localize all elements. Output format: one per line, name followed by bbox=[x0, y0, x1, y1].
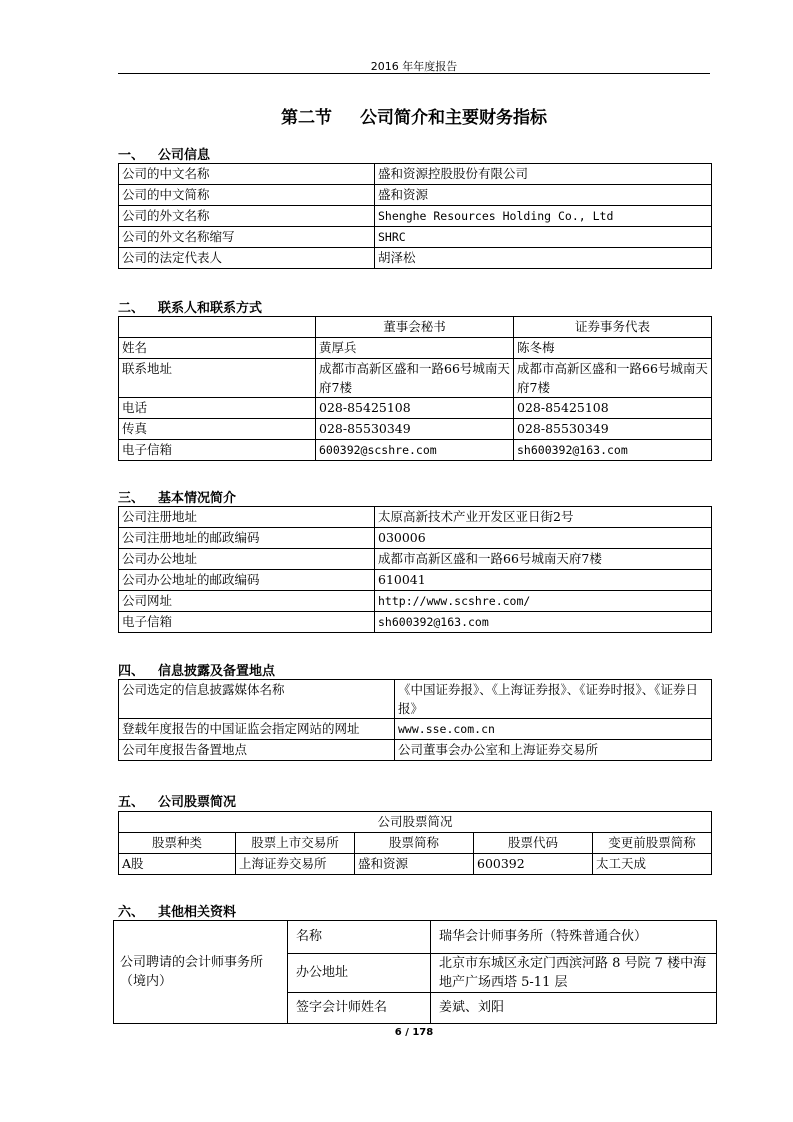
table-header-row bbox=[119, 317, 712, 338]
header-cell: 股票代码 bbox=[474, 833, 593, 854]
field-label: 公司的中文简称 bbox=[119, 185, 375, 206]
accounting-firm-group-label: 公司聘请的会计师事务所（境内） bbox=[114, 921, 288, 1024]
page-number: 6 / 178 bbox=[394, 1027, 434, 1038]
previous-short-name-cell: 太工天成 bbox=[593, 854, 712, 875]
stock-table-caption: 公司股票简况 bbox=[119, 812, 712, 833]
section-heading-company-info bbox=[118, 144, 210, 163]
section-heading-other bbox=[118, 901, 236, 920]
section-title: 信息披露及备置地点 bbox=[158, 664, 276, 679]
field-label: 公司的中文名称 bbox=[119, 164, 375, 185]
other-info-table bbox=[113, 920, 717, 1024]
table-row bbox=[119, 164, 712, 185]
field-value: 030006 bbox=[375, 528, 712, 549]
table-row bbox=[119, 338, 712, 359]
section-number: 四、 bbox=[118, 664, 145, 679]
field-label: 公司注册地址的邮政编码 bbox=[119, 528, 375, 549]
field-label: 姓名 bbox=[119, 338, 316, 359]
table-row bbox=[119, 549, 712, 570]
website-value: http://www.scshre.com/ bbox=[375, 591, 712, 612]
table-row bbox=[119, 570, 712, 591]
section-number: 一、 bbox=[118, 148, 145, 163]
section-heading-disclosure bbox=[118, 660, 275, 679]
header-cell: 证券事务代表 bbox=[514, 317, 712, 338]
section-title: 公司股票简况 bbox=[158, 795, 237, 810]
header-cell-empty bbox=[119, 317, 316, 338]
table-row bbox=[114, 921, 717, 954]
table-row bbox=[119, 680, 712, 719]
section-number: 二、 bbox=[118, 301, 145, 316]
secretary-value: 600392@scshre.com bbox=[316, 440, 514, 461]
report-header: 2016 年年度报告 bbox=[370, 60, 458, 73]
basic-info-table bbox=[118, 506, 712, 633]
header-rule bbox=[118, 73, 710, 74]
field-value: 610041 bbox=[375, 570, 712, 591]
field-value: 《中国证券报》、《上海证券报》、《证券时报》、《证券日报》 bbox=[395, 680, 712, 719]
field-value: 成都市高新区盛和一路66号城南天府7楼 bbox=[375, 549, 712, 570]
company-info-table bbox=[118, 163, 712, 269]
rep-value: 陈冬梅 bbox=[514, 338, 712, 359]
section-heading-basic-info bbox=[118, 487, 236, 506]
field-label: 公司注册地址 bbox=[119, 507, 375, 528]
section-heading-contacts bbox=[118, 297, 262, 316]
table-row bbox=[119, 359, 712, 398]
table-row bbox=[119, 507, 712, 528]
section-title: 联系人和联系方式 bbox=[158, 301, 263, 316]
table-row bbox=[119, 591, 712, 612]
field-value: 太原高新技术产业开发区亚日街2号 bbox=[375, 507, 712, 528]
section-title: 公司信息 bbox=[158, 148, 211, 163]
table-row bbox=[119, 854, 712, 875]
field-label: 联系地址 bbox=[119, 359, 316, 398]
field-label: 公司年度报告备置地点 bbox=[119, 740, 395, 761]
field-value: 瑞华会计师事务所（特殊普通合伙） bbox=[431, 921, 717, 954]
field-label: 办公地址 bbox=[288, 954, 431, 993]
secretary-value: 黄厚兵 bbox=[316, 338, 514, 359]
section-title: 其他相关资料 bbox=[158, 905, 237, 920]
header-cell: 股票简称 bbox=[355, 833, 474, 854]
stock-type-cell: A股 bbox=[119, 854, 236, 875]
field-value: 公司董事会办公室和上海证券交易所 bbox=[395, 740, 712, 761]
field-label: 公司的外文名称缩写 bbox=[119, 227, 375, 248]
stock-table bbox=[118, 811, 712, 875]
field-value: SHRC bbox=[375, 227, 712, 248]
field-label: 电子信箱 bbox=[119, 440, 316, 461]
field-label: 公司网址 bbox=[119, 591, 375, 612]
field-label: 登载年度报告的中国证监会指定网站的网址 bbox=[119, 719, 395, 740]
rep-value: 成都市高新区盛和一路66号城南天府7楼 bbox=[514, 359, 712, 398]
header-cell: 股票种类 bbox=[119, 833, 236, 854]
field-label: 公司的外文名称 bbox=[119, 206, 375, 227]
field-label: 公司办公地址 bbox=[119, 549, 375, 570]
stock-exchange-cell: 上海证券交易所 bbox=[236, 854, 355, 875]
table-row bbox=[119, 528, 712, 549]
rep-value: 028-85425108 bbox=[514, 398, 712, 419]
field-label: 公司选定的信息披露媒体名称 bbox=[119, 680, 395, 719]
field-label: 签字会计师姓名 bbox=[288, 993, 431, 1024]
field-label: 电子信箱 bbox=[119, 612, 375, 633]
section-number: 五、 bbox=[118, 795, 145, 810]
email-value: sh600392@163.com bbox=[375, 612, 712, 633]
field-label: 公司的法定代表人 bbox=[119, 248, 375, 269]
contacts-table bbox=[118, 316, 712, 461]
disclosure-table bbox=[118, 679, 712, 761]
secretary-value: 成都市高新区盛和一路66号城南天府7楼 bbox=[316, 359, 514, 398]
field-value: 姜斌、刘阳 bbox=[431, 993, 717, 1024]
section-heading-stock bbox=[118, 791, 236, 810]
secretary-value: 028-85530349 bbox=[316, 419, 514, 440]
table-row bbox=[119, 419, 712, 440]
table-row bbox=[119, 227, 712, 248]
field-label: 传真 bbox=[119, 419, 316, 440]
table-row bbox=[119, 206, 712, 227]
header-cell: 董事会秘书 bbox=[316, 317, 514, 338]
table-caption-row bbox=[119, 812, 712, 833]
secretary-value: 028-85425108 bbox=[316, 398, 514, 419]
section-title: 基本情况简介 bbox=[158, 491, 237, 506]
field-label: 名称 bbox=[288, 921, 431, 954]
field-value: 盛和资源控股股份有限公司 bbox=[375, 164, 712, 185]
field-label: 电话 bbox=[119, 398, 316, 419]
rep-value: 028-85530349 bbox=[514, 419, 712, 440]
table-header-row bbox=[119, 833, 712, 854]
table-row bbox=[119, 612, 712, 633]
section-number: 三、 bbox=[118, 491, 145, 506]
table-row bbox=[119, 440, 712, 461]
field-value: Shenghe Resources Holding Co., Ltd bbox=[375, 206, 712, 227]
field-value: 胡泽松 bbox=[375, 248, 712, 269]
stock-code-cell: 600392 bbox=[474, 854, 593, 875]
table-row bbox=[119, 719, 712, 740]
table-row bbox=[119, 398, 712, 419]
table-row bbox=[119, 185, 712, 206]
table-row bbox=[119, 740, 712, 761]
field-value: 盛和资源 bbox=[375, 185, 712, 206]
chapter-name: 公司简介和主要财务指标 bbox=[360, 108, 547, 128]
rep-value: sh600392@163.com bbox=[514, 440, 712, 461]
field-value: www.sse.com.cn bbox=[395, 719, 712, 740]
stock-short-name-cell: 盛和资源 bbox=[355, 854, 474, 875]
section-number: 六、 bbox=[118, 905, 145, 920]
field-value: 北京市东城区永定门西滨河路 8 号院 7 楼中海地产广场西塔 5-11 层 bbox=[431, 954, 717, 993]
chapter-number: 第二节 bbox=[281, 108, 332, 128]
header-cell: 变更前股票简称 bbox=[593, 833, 712, 854]
field-label: 公司办公地址的邮政编码 bbox=[119, 570, 375, 591]
header-cell: 股票上市交易所 bbox=[236, 833, 355, 854]
chapter-title bbox=[118, 103, 710, 128]
table-row bbox=[119, 248, 712, 269]
